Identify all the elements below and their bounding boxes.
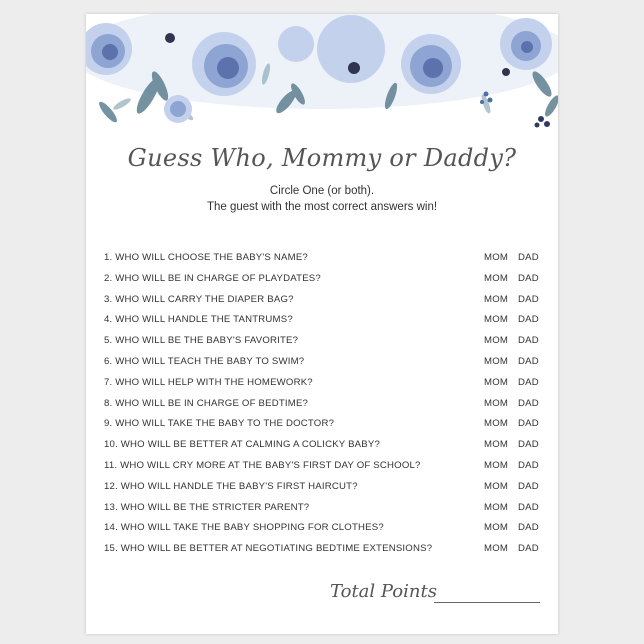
mom-option: MOM bbox=[484, 522, 509, 534]
instruction-line: Circle One (or both). bbox=[269, 185, 375, 197]
question-row bbox=[104, 335, 544, 356]
total-points-label: Total Points bbox=[330, 581, 437, 602]
mom-option: MOM bbox=[484, 543, 509, 555]
question-list bbox=[104, 252, 544, 564]
mom-option: MOM bbox=[484, 376, 509, 388]
question-row bbox=[104, 398, 544, 419]
question-row bbox=[104, 522, 544, 543]
question-text: 2. WHO WILL BE IN CHARGE OF PLAYDATES? bbox=[104, 272, 321, 284]
mom-option: MOM bbox=[484, 293, 509, 305]
question-text: 12. WHO WILL HANDLE THE BABY'S FIRST HAIRCUT? bbox=[104, 480, 358, 492]
question-row bbox=[104, 314, 544, 335]
question-row bbox=[104, 502, 544, 523]
page-title: Guess Who, Mommy or Daddy? bbox=[127, 144, 517, 172]
question-text: 3. WHO WILL CARRY THE DIAPER BAG? bbox=[104, 293, 294, 305]
mom-option: MOM bbox=[484, 314, 509, 326]
dad-option: DAD bbox=[518, 522, 539, 534]
game-card bbox=[86, 14, 558, 634]
mom-option: MOM bbox=[484, 397, 509, 409]
question-text: 8. WHO WILL BE IN CHARGE OF BEDTIME? bbox=[104, 397, 309, 409]
dad-option: DAD bbox=[518, 252, 539, 263]
question-row bbox=[104, 252, 544, 273]
dad-option: DAD bbox=[518, 418, 539, 430]
question-text: 5. WHO WILL BE THE BABY'S FAVORITE? bbox=[104, 335, 299, 347]
question-text: 11. WHO WILL CRY MORE AT THE BABY'S FIRST DAY OF SCHOOL? bbox=[104, 459, 421, 471]
question-text: 6. WHO WILL TEACH THE BABY TO SWIM? bbox=[104, 355, 305, 367]
question-row bbox=[104, 481, 544, 502]
total-points-blank bbox=[434, 602, 540, 603]
dad-option: DAD bbox=[518, 397, 539, 409]
question-row bbox=[104, 418, 544, 439]
dad-option: DAD bbox=[518, 355, 539, 367]
dad-option: DAD bbox=[518, 314, 539, 326]
question-row bbox=[104, 294, 544, 315]
dad-option: DAD bbox=[518, 439, 539, 451]
question-row bbox=[104, 377, 544, 398]
question-row bbox=[104, 439, 544, 460]
question-row bbox=[104, 356, 544, 377]
mom-option: MOM bbox=[484, 418, 509, 430]
dad-option: DAD bbox=[518, 543, 539, 555]
dad-option: DAD bbox=[518, 501, 539, 513]
mom-option: MOM bbox=[484, 335, 509, 347]
question-text: 1. WHO WILL CHOOSE THE BABY'S NAME? bbox=[104, 252, 308, 263]
question-text: 7. WHO WILL HELP WITH THE HOMEWORK? bbox=[104, 376, 313, 388]
mom-option: MOM bbox=[484, 480, 509, 492]
mom-option: MOM bbox=[484, 252, 509, 263]
question-text: 10. WHO WILL BE BETTER AT CALMING A COLICKY BABY? bbox=[104, 439, 381, 451]
question-row bbox=[104, 273, 544, 294]
dad-option: DAD bbox=[518, 376, 539, 388]
total-points bbox=[330, 581, 540, 607]
mom-option: MOM bbox=[484, 439, 509, 451]
mom-option: MOM bbox=[484, 501, 509, 513]
question-text: 4. WHO WILL HANDLE THE TANTRUMS? bbox=[104, 314, 293, 326]
mom-option: MOM bbox=[484, 459, 509, 471]
dad-option: DAD bbox=[518, 459, 539, 471]
dad-option: DAD bbox=[518, 335, 539, 347]
instructions bbox=[86, 183, 558, 215]
question-text: 13. WHO WILL BE THE STRICTER PARENT? bbox=[104, 501, 310, 513]
instruction-line: The guest with the most correct answers win! bbox=[206, 201, 438, 213]
mom-option: MOM bbox=[484, 355, 509, 367]
question-row bbox=[104, 543, 544, 564]
dad-option: DAD bbox=[518, 272, 539, 284]
question-text: 9. WHO WILL TAKE THE BABY TO THE DOCTOR? bbox=[104, 418, 335, 430]
question-row bbox=[104, 460, 544, 481]
question-text: 15. WHO WILL BE BETTER AT NEGOTIATING BEDTIME EXTENSIONS? bbox=[104, 543, 433, 555]
dad-option: DAD bbox=[518, 480, 539, 492]
floral-border-icon bbox=[86, 14, 558, 144]
mom-option: MOM bbox=[484, 272, 509, 284]
dad-option: DAD bbox=[518, 293, 539, 305]
question-text: 14. WHO WILL TAKE THE BABY SHOPPING FOR CLOTHES? bbox=[104, 522, 384, 534]
